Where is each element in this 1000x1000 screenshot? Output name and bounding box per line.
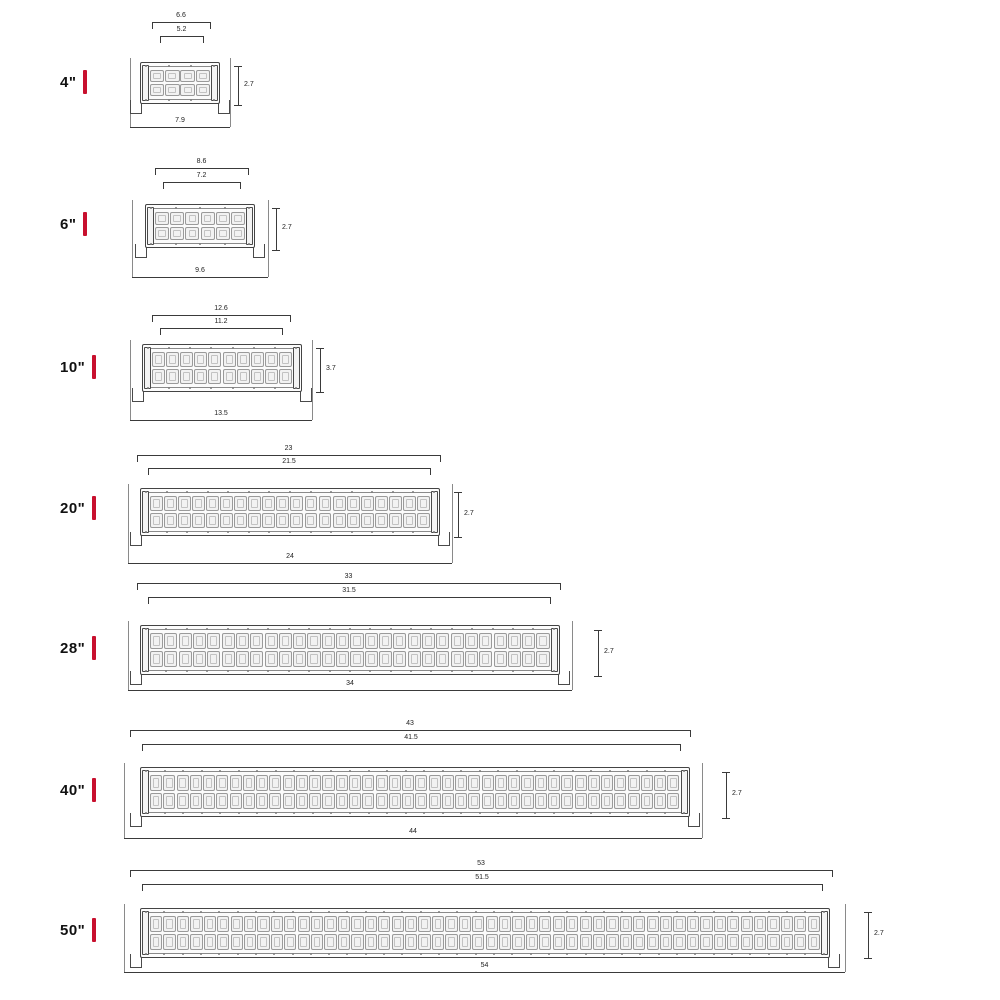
led-lens bbox=[472, 934, 484, 951]
dimension-value-bottom-2: 13.5 bbox=[214, 410, 228, 417]
screw-dot bbox=[200, 953, 202, 955]
led-lens bbox=[445, 916, 457, 933]
led-lens bbox=[271, 934, 283, 951]
screw-dot bbox=[585, 953, 587, 955]
led-lens bbox=[190, 934, 202, 951]
led-lens bbox=[539, 934, 551, 951]
screw-dot bbox=[237, 953, 239, 955]
dimension-value-height-1: 2.7 bbox=[282, 224, 292, 231]
size-accent-bar bbox=[92, 918, 96, 942]
screw-dot bbox=[823, 953, 825, 955]
screw-dot bbox=[182, 953, 184, 955]
screw-dot bbox=[530, 911, 532, 913]
screw-dot bbox=[163, 911, 165, 913]
led-lens bbox=[378, 934, 390, 951]
screw-dot bbox=[658, 953, 660, 955]
screw-dot bbox=[823, 911, 825, 913]
screw-dot bbox=[401, 953, 403, 955]
led-lens bbox=[257, 934, 269, 951]
screw-dot bbox=[237, 911, 239, 913]
led-lens bbox=[808, 934, 820, 951]
led-lens bbox=[700, 934, 712, 951]
led-lens bbox=[687, 916, 699, 933]
led-lens bbox=[526, 916, 538, 933]
led-lens-grid bbox=[150, 915, 820, 951]
led-lens bbox=[231, 916, 243, 933]
led-lens bbox=[351, 934, 363, 951]
dimension-value-height-0: 2.7 bbox=[244, 80, 254, 88]
screw-dot bbox=[493, 911, 495, 913]
screw-dot bbox=[731, 953, 733, 955]
led-lens bbox=[324, 934, 336, 951]
screw-dot bbox=[328, 911, 330, 913]
led-lens bbox=[660, 916, 672, 933]
led-lens bbox=[150, 916, 162, 933]
dimension-value-bottom-3: 24 bbox=[286, 553, 294, 560]
screw-dot bbox=[658, 911, 660, 913]
dimension-value-top-inner-1: 7.2 bbox=[196, 172, 207, 179]
led-lens bbox=[150, 934, 162, 951]
led-lens bbox=[767, 934, 779, 951]
dimension-value-bottom-6: 54 bbox=[480, 962, 489, 969]
screw-dot bbox=[603, 953, 605, 955]
size-label-6 bbox=[60, 918, 96, 942]
led-lens bbox=[338, 934, 350, 951]
led-lens bbox=[633, 916, 645, 933]
screw-dot bbox=[383, 911, 385, 913]
size-label-text: 28" bbox=[60, 639, 86, 657]
led-lens bbox=[741, 916, 753, 933]
dimension-value-height-3: 2.7 bbox=[464, 509, 474, 517]
extension-leader bbox=[124, 904, 125, 972]
screw-dot bbox=[163, 953, 165, 955]
screw-dot bbox=[694, 911, 696, 913]
led-lens bbox=[298, 934, 310, 951]
led-lens bbox=[163, 916, 175, 933]
led-lens bbox=[660, 934, 672, 951]
dimension-value-height-2: 3.7 bbox=[326, 365, 336, 372]
screw-dot bbox=[713, 911, 715, 913]
led-lens bbox=[526, 934, 538, 951]
screw-dot bbox=[548, 953, 550, 955]
led-lens bbox=[432, 934, 444, 951]
dimension-value-top-inner-0: 5.2 bbox=[176, 26, 187, 33]
screw-dot bbox=[218, 911, 220, 913]
led-lens bbox=[566, 916, 578, 933]
led-lens bbox=[580, 934, 592, 951]
screw-dot bbox=[420, 911, 422, 913]
screw-dot bbox=[456, 953, 458, 955]
screw-dot bbox=[566, 911, 568, 913]
led-lens bbox=[217, 916, 229, 933]
dimension-value-top-inner-6: 51.5 bbox=[475, 874, 489, 881]
screw-dot bbox=[530, 953, 532, 955]
led-lens bbox=[714, 934, 726, 951]
led-lens bbox=[284, 934, 296, 951]
dimension-value-top-outer-3: 23 bbox=[284, 445, 293, 452]
led-lens bbox=[405, 934, 417, 951]
screw-dot bbox=[749, 953, 751, 955]
light-bar-housing bbox=[140, 908, 830, 958]
dimension-value-top-inner-3: 21.5 bbox=[282, 458, 296, 465]
led-lens bbox=[580, 916, 592, 933]
screw-dot bbox=[768, 911, 770, 913]
led-lens bbox=[324, 916, 336, 933]
led-lens bbox=[486, 916, 498, 933]
led-lens bbox=[781, 916, 793, 933]
led-lens bbox=[512, 934, 524, 951]
dimension-tick bbox=[864, 912, 872, 913]
led-lens bbox=[177, 916, 189, 933]
led-lens bbox=[163, 934, 175, 951]
led-lens bbox=[647, 934, 659, 951]
led-lens bbox=[365, 916, 377, 933]
led-lens bbox=[700, 916, 712, 933]
led-lens bbox=[727, 934, 739, 951]
led-lens bbox=[633, 934, 645, 951]
screw-dot bbox=[273, 953, 275, 955]
screw-dot bbox=[585, 911, 587, 913]
screw-dot bbox=[676, 953, 678, 955]
led-lens bbox=[754, 934, 766, 951]
led-lens-row bbox=[150, 933, 820, 951]
screw-dot bbox=[145, 911, 147, 913]
led-lens bbox=[499, 934, 511, 951]
led-lens bbox=[405, 916, 417, 933]
led-lens bbox=[284, 916, 296, 933]
led-lens bbox=[459, 916, 471, 933]
size-label-text: 20" bbox=[60, 499, 86, 517]
led-lens bbox=[271, 916, 283, 933]
screw-dot bbox=[328, 953, 330, 955]
led-lens bbox=[392, 916, 404, 933]
screw-dot bbox=[511, 953, 513, 955]
led-lens bbox=[244, 934, 256, 951]
led-lens bbox=[338, 916, 350, 933]
screw-dot bbox=[804, 911, 806, 913]
extension-leader bbox=[845, 904, 846, 972]
led-lens bbox=[794, 916, 806, 933]
screw-dot bbox=[676, 911, 678, 913]
size-label-text: 10" bbox=[60, 358, 86, 376]
size-label-text: 6" bbox=[60, 215, 77, 233]
screw-dot bbox=[365, 911, 367, 913]
screw-dot bbox=[438, 953, 440, 955]
led-lens bbox=[593, 916, 605, 933]
screw-dot bbox=[694, 953, 696, 955]
dimension-value-top-outer-4: 33 bbox=[344, 573, 353, 580]
dimension-value-top-outer-6: 53 bbox=[477, 860, 485, 867]
led-lens bbox=[177, 934, 189, 951]
dimension-line-bottom-6 bbox=[124, 972, 845, 973]
dimension-value-bottom-5: 44 bbox=[409, 828, 417, 835]
screw-dot bbox=[255, 911, 257, 913]
screw-rail-top bbox=[145, 910, 825, 914]
screw-dot bbox=[731, 911, 733, 913]
end-cap-right bbox=[821, 911, 828, 955]
led-lens bbox=[418, 916, 430, 933]
screw-dot bbox=[749, 911, 751, 913]
size-label-text: 4" bbox=[60, 73, 77, 91]
dimension-value-top-inner-2: 11.2 bbox=[214, 318, 228, 325]
led-lens bbox=[754, 916, 766, 933]
led-lens bbox=[539, 916, 551, 933]
dimension-value-bottom-1: 9.6 bbox=[195, 267, 205, 274]
dimension-value-bottom-4: 34 bbox=[346, 680, 354, 687]
led-lens bbox=[311, 934, 323, 951]
screw-dot bbox=[548, 911, 550, 913]
screw-dot bbox=[456, 911, 458, 913]
led-lens bbox=[741, 934, 753, 951]
screw-dot bbox=[639, 953, 641, 955]
led-lens bbox=[486, 934, 498, 951]
led-lens bbox=[459, 934, 471, 951]
screw-dot bbox=[438, 911, 440, 913]
screw-dot bbox=[621, 911, 623, 913]
dimension-value-top-inner-4: 31.5 bbox=[342, 587, 356, 594]
led-lens bbox=[432, 916, 444, 933]
led-lens bbox=[808, 916, 820, 933]
led-lens bbox=[204, 916, 216, 933]
dimension-line-top-outer-6 bbox=[130, 870, 832, 871]
screw-dot bbox=[273, 911, 275, 913]
screw-dot bbox=[255, 953, 257, 955]
dimension-tick bbox=[822, 884, 823, 891]
dimension-value-top-inner-5: 41.5 bbox=[404, 734, 418, 741]
led-lens bbox=[673, 934, 685, 951]
dimension-value-bottom-0: 7.9 bbox=[175, 117, 185, 124]
led-lens bbox=[257, 916, 269, 933]
screw-dot bbox=[200, 911, 202, 913]
dimension-value-height-4: 2.7 bbox=[604, 648, 614, 655]
dimension-line-top-inner-6 bbox=[142, 884, 822, 885]
led-lens bbox=[392, 934, 404, 951]
led-lens bbox=[620, 916, 632, 933]
screw-dot bbox=[511, 911, 513, 913]
led-lens bbox=[298, 916, 310, 933]
led-lens bbox=[512, 916, 524, 933]
size-label-text: 50" bbox=[60, 921, 86, 939]
screw-dot bbox=[346, 911, 348, 913]
end-cap-left bbox=[142, 911, 149, 955]
led-lens bbox=[727, 916, 739, 933]
led-lens bbox=[566, 934, 578, 951]
screw-dot bbox=[768, 953, 770, 955]
screw-dot bbox=[475, 953, 477, 955]
screw-dot bbox=[786, 953, 788, 955]
led-lens bbox=[378, 916, 390, 933]
led-lens bbox=[418, 934, 430, 951]
led-lens bbox=[620, 934, 632, 951]
screw-dot bbox=[566, 953, 568, 955]
led-lens bbox=[767, 916, 779, 933]
screw-dot bbox=[310, 953, 312, 955]
screw-dot bbox=[639, 911, 641, 913]
led-lens bbox=[647, 916, 659, 933]
screw-dot bbox=[365, 953, 367, 955]
led-lens bbox=[311, 916, 323, 933]
screw-dot bbox=[621, 953, 623, 955]
dimension-value-height-6: 2.7 bbox=[874, 930, 884, 937]
screw-dot bbox=[493, 953, 495, 955]
led-lens bbox=[351, 916, 363, 933]
screw-dot bbox=[420, 953, 422, 955]
screw-dot bbox=[603, 911, 605, 913]
size-label-text: 40" bbox=[60, 781, 86, 799]
led-lens bbox=[244, 916, 256, 933]
led-lens bbox=[217, 934, 229, 951]
led-lens bbox=[204, 934, 216, 951]
led-lens bbox=[687, 934, 699, 951]
led-lens bbox=[499, 916, 511, 933]
dimension-tick bbox=[130, 870, 131, 877]
screw-dot bbox=[346, 953, 348, 955]
screw-rail-bottom bbox=[145, 952, 825, 956]
screw-dot bbox=[218, 953, 220, 955]
led-lens bbox=[445, 934, 457, 951]
led-lens bbox=[553, 916, 565, 933]
dimension-value-top-outer-0: 6.6 bbox=[176, 12, 186, 19]
screw-dot bbox=[310, 911, 312, 913]
screw-dot bbox=[401, 911, 403, 913]
dimension-line-height-6 bbox=[868, 912, 869, 958]
screw-dot bbox=[786, 911, 788, 913]
screw-dot bbox=[383, 953, 385, 955]
led-lens bbox=[781, 934, 793, 951]
screw-dot bbox=[145, 953, 147, 955]
screw-dot bbox=[475, 911, 477, 913]
led-lens bbox=[472, 916, 484, 933]
dimension-value-top-outer-2: 12.6 bbox=[214, 305, 228, 312]
led-lens bbox=[606, 916, 618, 933]
screw-dot bbox=[713, 953, 715, 955]
led-lens bbox=[673, 916, 685, 933]
led-lens bbox=[794, 934, 806, 951]
dimension-tick bbox=[864, 958, 872, 959]
dimension-value-height-5: 2.7 bbox=[732, 790, 742, 797]
screw-dot bbox=[182, 911, 184, 913]
screw-dot bbox=[292, 953, 294, 955]
led-lens bbox=[553, 934, 565, 951]
led-lens bbox=[190, 916, 202, 933]
dimension-tick bbox=[142, 884, 143, 891]
led-lens bbox=[593, 934, 605, 951]
screw-dot bbox=[292, 911, 294, 913]
screw-dot bbox=[804, 953, 806, 955]
dimension-value-top-outer-5: 43 bbox=[406, 720, 414, 727]
led-lens bbox=[365, 934, 377, 951]
led-lens bbox=[606, 934, 618, 951]
led-lens bbox=[714, 916, 726, 933]
dimension-tick bbox=[832, 870, 833, 877]
led-lens bbox=[231, 934, 243, 951]
led-lens-row bbox=[150, 915, 820, 933]
dimension-value-top-outer-1: 8.6 bbox=[196, 158, 207, 165]
